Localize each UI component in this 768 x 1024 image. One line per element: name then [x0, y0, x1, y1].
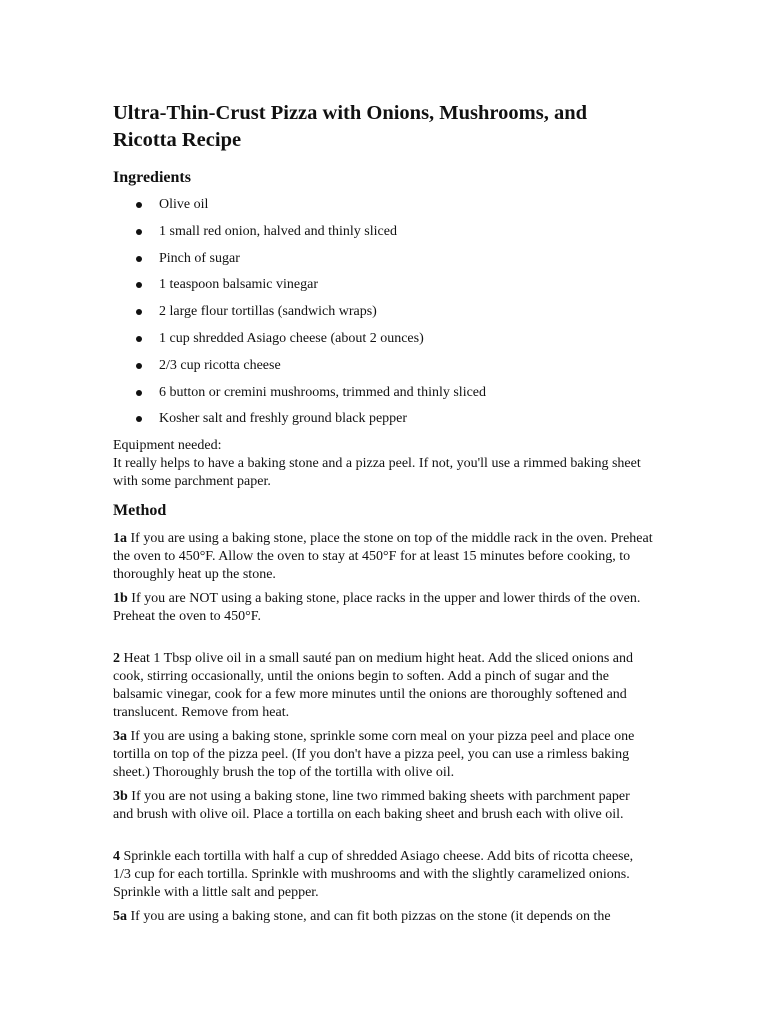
step-number: 3b — [113, 789, 128, 805]
ingredient-text: Pinch of sugar — [159, 250, 240, 266]
ingredients-heading: Ingredients — [113, 169, 191, 186]
method-step — [113, 908, 653, 926]
ingredients-list — [113, 196, 653, 428]
step-number: 1b — [113, 591, 128, 607]
step-number: 4 — [113, 849, 120, 865]
page-title: Ultra-Thin-Crust Pizza with Onions, Mushrooms, and Ricotta Recipe — [113, 102, 588, 151]
bullet-icon — [136, 309, 142, 315]
step-text: If you are not using a baking stone, line two rimmed baking sheets with parchment paper and brush with olive oil. Place a tortilla on each baking sheet and brush each with olive oil. — [113, 789, 630, 823]
bullet-icon — [136, 256, 142, 262]
ingredient-item — [113, 196, 653, 214]
ingredient-item — [113, 330, 653, 348]
bullet-icon — [136, 363, 142, 369]
method-step — [113, 848, 653, 902]
recipe-document — [113, 100, 653, 932]
ingredient-item — [113, 223, 653, 241]
bullet-icon — [136, 336, 142, 342]
method-step — [113, 590, 653, 626]
bullet-icon — [136, 282, 142, 288]
method-step — [113, 728, 653, 782]
ingredient-text: 2 large flour tortillas (sandwich wraps) — [159, 304, 377, 320]
ingredient-item — [113, 410, 653, 428]
step-text: If you are NOT using a baking stone, place racks in the upper and lower thirds of the oven. Preheat the oven to 450°F. — [113, 591, 641, 625]
step-number: 1a — [113, 531, 127, 547]
bullet-icon — [136, 229, 142, 235]
bullet-icon — [136, 390, 142, 396]
ingredient-text: 1 small red onion, halved and thinly sliced — [159, 223, 397, 239]
ingredient-text: Kosher salt and freshly ground black pepper — [159, 411, 408, 427]
ingredient-text: 1 teaspoon balsamic vinegar — [159, 277, 319, 293]
ingredient-item — [113, 303, 653, 321]
step-text: Sprinkle each tortilla with half a cup of shredded Asiago cheese. Add bits of ricotta cheese, 1/3 cup for each tortilla. Sprinkle with mushrooms and with the slightly caramelized onions. Sprinkle with a little salt and pepper. — [113, 849, 634, 901]
ingredient-text: 1 cup shredded Asiago cheese (about 2 ounces) — [159, 330, 424, 346]
step-number: 5a — [113, 909, 127, 925]
ingredient-item — [113, 276, 653, 294]
equipment-label: Equipment needed: — [113, 438, 222, 454]
ingredient-text: 6 button or cremini mushrooms, trimmed and thinly sliced — [159, 384, 487, 400]
method-step — [113, 788, 653, 824]
equipment-section — [113, 437, 653, 491]
step-number: 2 — [113, 651, 120, 667]
step-text: Heat 1 Tbsp olive oil in a small sauté pan on medium hight heat. Add the sliced onions and cook, stirring occasionally, until the onions begin to soften. Add a pinch of sugar and the balsamic vinegar, cook for a few more minutes until the onions are thoroughly softened and translucent. Remove from heat. — [113, 651, 633, 721]
ingredient-text: Olive oil — [159, 197, 209, 212]
step-text: If you are using a baking stone, sprinkle some corn meal on your pizza peel and place one tortilla on top of the pizza peel. (If you don't have a pizza peel, you can use a rimless baking sheet.) Thoroughly brush the top of the tortilla with olive oil. — [113, 729, 635, 781]
bullet-icon — [136, 416, 142, 422]
ingredient-text: 2/3 cup ricotta cheese — [159, 357, 281, 373]
equipment-text: It really helps to have a baking stone and a pizza peel. If not, you'll use a rimmed baking sheet with some parchment paper. — [113, 456, 641, 490]
method-heading: Method — [113, 502, 167, 520]
step-number: 3a — [113, 729, 127, 745]
ingredient-item — [113, 384, 653, 402]
method-step — [113, 650, 653, 722]
ingredient-item — [113, 357, 653, 375]
bullet-icon — [136, 202, 142, 208]
step-text: If you are using a baking stone, place the stone on top of the middle rack in the oven. Preheat the oven to 450°F. Allow the oven to stay at 450°F for at least 15 minutes before cooking, to thoroughly heat up the stone. — [113, 531, 653, 583]
method-step — [113, 530, 653, 584]
step-text: If you are using a baking stone, and can fit both pizzas on the stone (it depends on the — [127, 909, 611, 925]
ingredient-item — [113, 250, 653, 268]
